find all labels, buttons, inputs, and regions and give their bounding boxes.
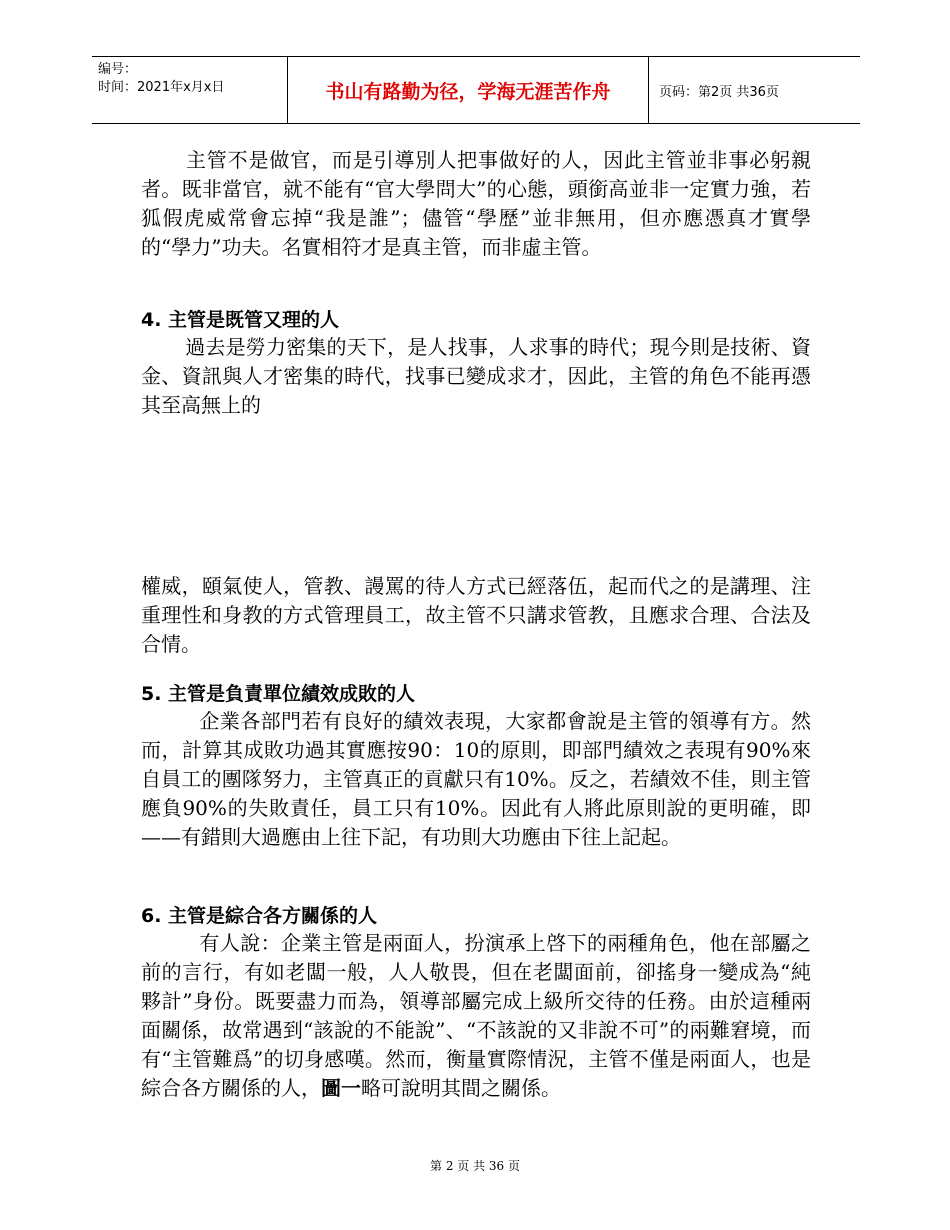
section-4 [141, 307, 811, 420]
paragraph: 權威，頤氣使人，管教、謾罵的待人方式已經落伍，起而代之的是講理、注重理性和身教的方式管理員工，故主管不只講求管教，且應求合理、合法及合情。 [141, 574, 811, 656]
section-heading: 6. 主管是綜合各方關係的人 [141, 905, 378, 927]
paragraph: 主管不是做官，而是引導別人把事做好的人，因此主管並非事必躬親者。既非當官，就不能有“官大學問大”的心態，頭銜高並非一定實力強，若狐假虎威常會忘掉“我是誰”；儘管“學歷”並非無用，但亦應憑真才實學的“學力”功夫。名實相符才是真主管，而非虛主管。 [141, 148, 811, 259]
section-6 [141, 903, 811, 1103]
section-5 [141, 681, 811, 852]
section-heading: 4. 主管是既管又理的人 [141, 309, 340, 331]
section-heading: 5. 主管是負責單位績效成敗的人 [141, 683, 416, 705]
page-footer: 第 2 页 共 36 页 [430, 1159, 520, 1173]
paragraph: 過去是勞力密集的天下，是人找事，人求事的時代；現今則是技術、資金、資訊與人才密集的時代，找事已變成求才，因此，主管的角色不能再憑其至高無上的 [141, 335, 811, 417]
paragraph: 企業各部門若有良好的績效表現，大家都會說是主管的領導有方。然而，計算其成敗功過其實應按90：10的原則，即部門績效之表現有90%來自員工的團隊努力，主管真正的貢獻只有10%。反之，若績效不佳，則主管應負90%的失敗責任，員工只有10%。因此有人將此原則說的更明確，即——有錯則大過應由上往下記，有功則大功應由下往上記起。 [141, 709, 811, 849]
section-3-continuation [141, 146, 811, 262]
header-motto: 书山有路勤为径，学海无涯苦作舟 [287, 57, 649, 123]
paragraph: 有人說：企業主管是兩面人，扮演承上啓下的兩種角色，他在部屬之前的言行，有如老闆一般，人人敬畏，但在老闆面前，卻搖身一變成為“純夥計”身份。既要盡力而為，領導部屬完成上級所交待的任務。由於這種兩面關係，故常遇到“該說的不能說”、“不該說的又非說不可”的兩難窘境，而有“主管難爲”的切身感嘆。然而，衡量實際情況，主管不僅是兩面人，也是綜合各方關係的人，圖一略可說明其間之關係。 [141, 931, 811, 1100]
section-4-continuation [141, 572, 811, 659]
header-meta [98, 61, 288, 97]
header-page-label: 页码：第2页 共36页 [659, 84, 779, 100]
page-header [92, 56, 860, 124]
figure-reference: 圖一 [321, 1076, 361, 1100]
time-label: 时间：2021年x月x日 [98, 80, 225, 95]
number-label: 编号： [98, 62, 138, 77]
